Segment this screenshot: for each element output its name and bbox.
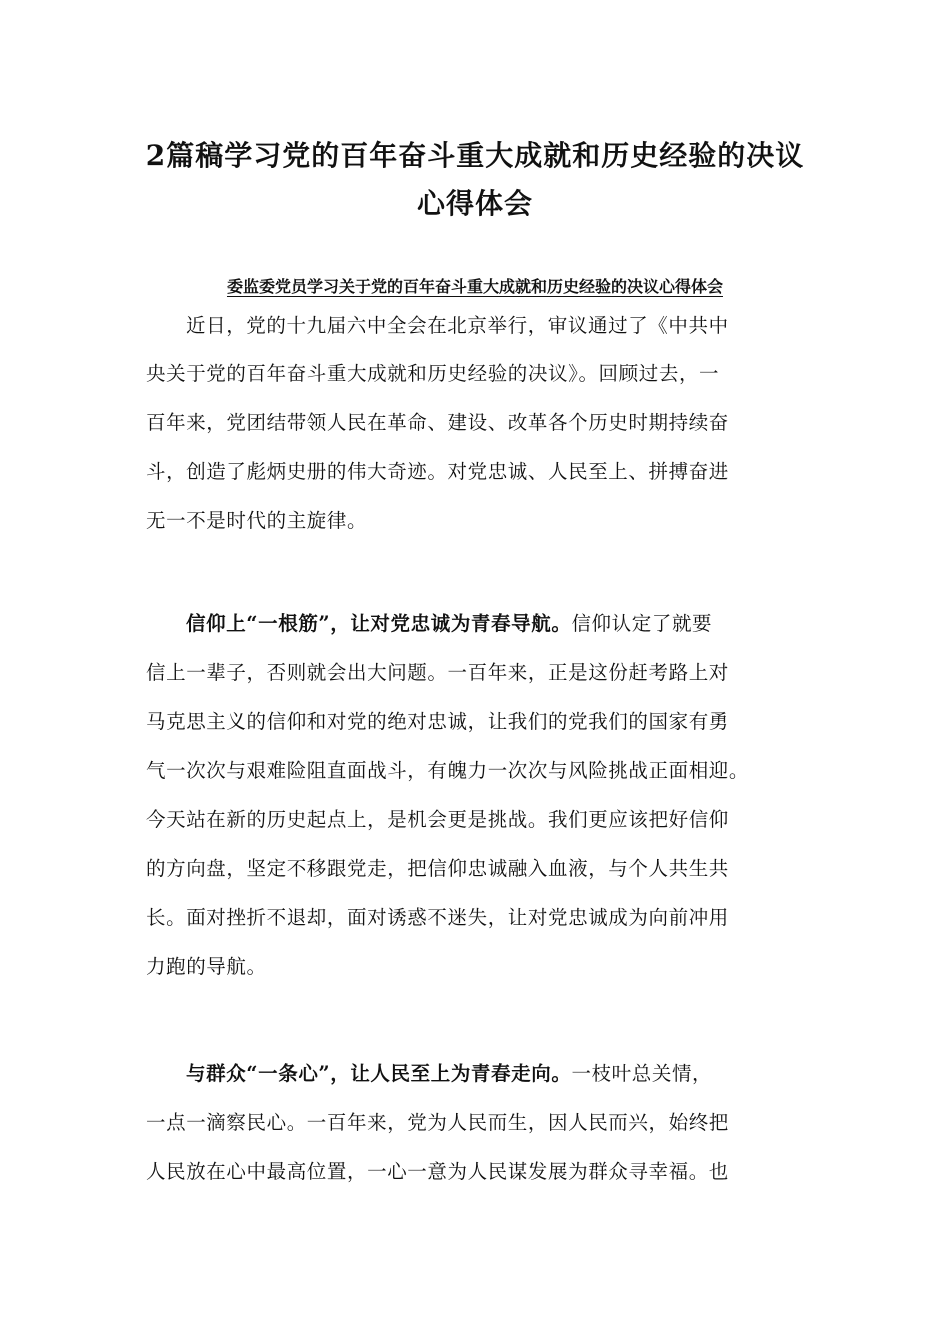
paragraph-2-line-1	[186, 606, 712, 642]
article-subtitle: 委监委党员学习关于党的百年奋斗重大成就和历史经验的决议心得体会	[226, 277, 723, 296]
paragraph-3-line-1	[186, 1056, 712, 1092]
paragraph-3-line-2: 一点一滴察民心。一百年来，党为人民而生，因人民而兴，始终把	[146, 1111, 729, 1134]
paragraph-2-line-3: 马克思主义的信仰和对党的绝对忠诚，让我们的党我们的国家有勇	[146, 710, 729, 733]
paragraph-1-line-2: 央关于党的百年奋斗重大成就和历史经验的决议》。回顾过去，一	[146, 362, 720, 385]
paragraph-2-line-8: 力跑的导航。	[146, 955, 267, 978]
paragraph-3-line-1-text: 一枝叶总关情，	[571, 1062, 713, 1085]
paragraph-1-line-4: 斗，创造了彪炳史册的伟大奇迹。对党忠诚、人民至上、拼搏奋进	[146, 460, 729, 483]
paragraph-3-heading: 与群众“一条心”，让人民至上为青春走向。	[186, 1062, 572, 1085]
paragraph-1-line-3: 百年来，党团结带领人民在革命、建设、改革各个历史时期持续奋	[146, 411, 729, 434]
paragraph-2-line-1-text: 信仰认定了就要	[571, 612, 713, 635]
paragraph-2-line-4: 气一次次与艰难险阻直面战斗，有魄力一次次与风险挑战正面相迎。	[146, 759, 750, 782]
document-title-line-2: 心得体会	[416, 187, 533, 220]
paragraph-1-line-1: 近日，党的十九届六中全会在北京举行，审议通过了《中共中	[186, 314, 729, 337]
paragraph-2-line-5: 今天站在新的历史起点上，是机会更是挑战。我们更应该把好信仰	[146, 808, 729, 831]
paragraph-1-line-5: 无一不是时代的主旋律。	[146, 509, 368, 532]
document-title-line-1: 2篇稿学习党的百年奋斗重大成就和历史经验的决议	[145, 139, 805, 172]
paragraph-2-line-6: 的方向盘，坚定不移跟党走，把信仰忠诚融入血液，与个人共生共	[146, 857, 729, 880]
paragraph-3-line-3: 人民放在心中最高位置，一心一意为人民谋发展为群众寻幸福。也	[146, 1160, 729, 1183]
paragraph-2-heading: 信仰上“一根筋”，让对党忠诚为青春导航。	[186, 612, 572, 635]
paragraph-2-line-2: 信上一辈子，否则就会出大问题。一百年来，正是这份赶考路上对	[146, 661, 729, 684]
paragraph-2-line-7: 长。面对挫折不退却，面对诱惑不迷失，让对党忠诚成为向前冲用	[146, 906, 729, 929]
